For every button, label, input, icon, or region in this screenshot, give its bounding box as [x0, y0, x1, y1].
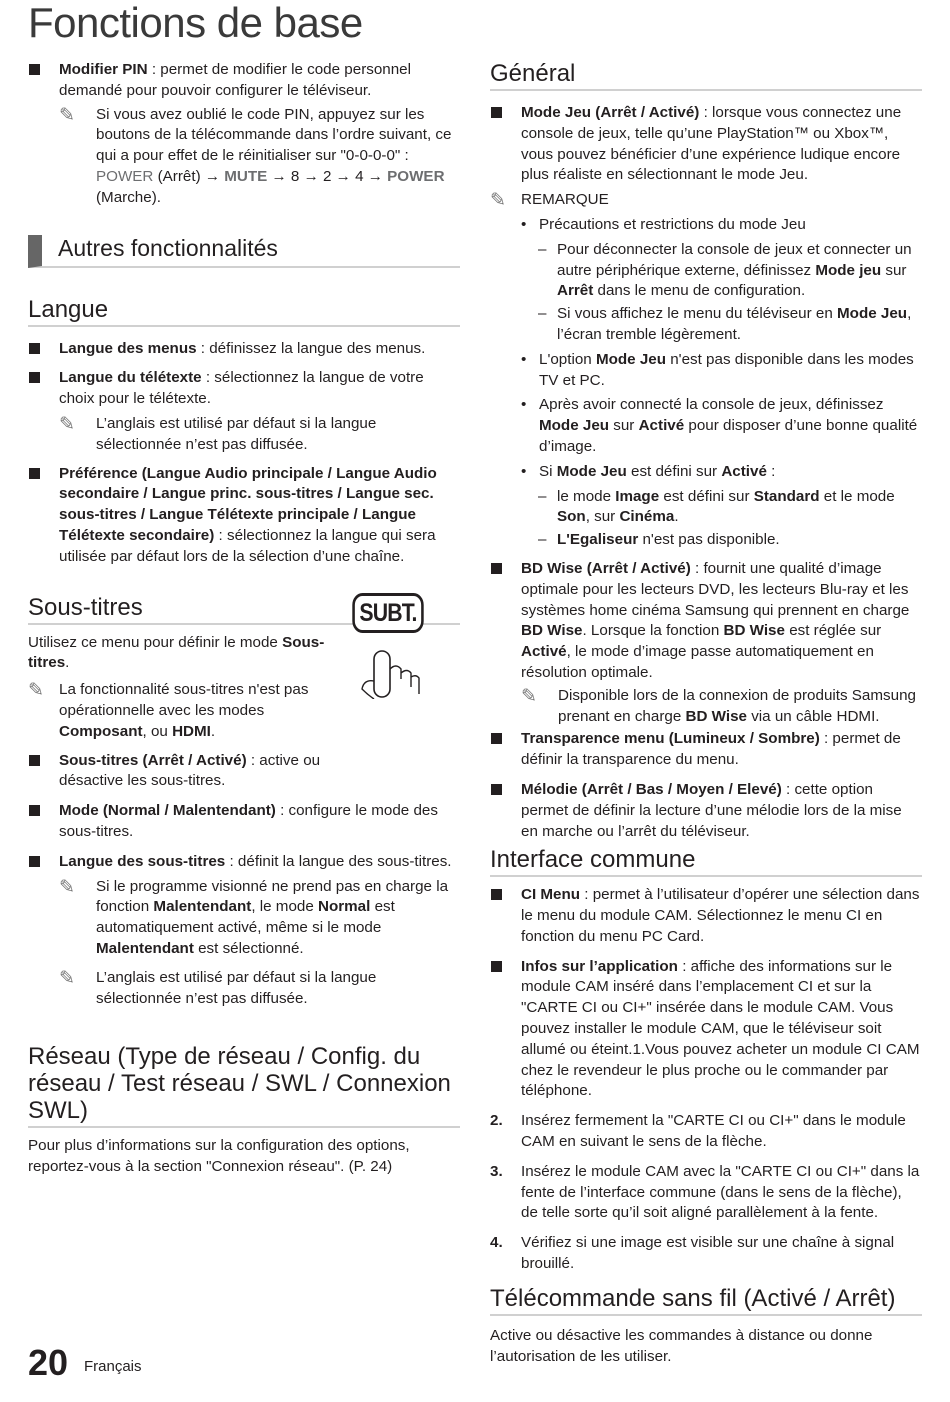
reseau-text: Pour plus d’informations sur la configuration des options, reportez-vous à la section "Connexion réseau". (P. 24)	[28, 1137, 410, 1176]
item-text: : active ou désactive les sous-titres.	[59, 751, 321, 790]
item-text: : sélectionnez la langue qui sera utilisée par défaut lors de la sélection d’une chaîne.	[59, 526, 436, 565]
note-pencil-icon: ✎	[59, 104, 75, 126]
bullet-bold: Mode Jeu	[595, 350, 666, 368]
reseau-heading: Réseau (Type de réseau / Config. du réseau / Test réseau / SWL / Connexion SWL)	[28, 1043, 460, 1128]
power-key: POWER	[96, 167, 154, 185]
dash-bold: Standard	[753, 487, 820, 505]
jeu-bullet	[490, 395, 922, 457]
step-2	[490, 1111, 922, 1153]
note-text: est sélectionné.	[193, 939, 304, 957]
transparence-item	[490, 729, 922, 771]
dash-text: dans le menu de configuration.	[593, 282, 806, 300]
infos-application-item	[490, 957, 922, 1103]
step-number: 2.	[490, 1112, 503, 1130]
note-pencil-icon: ✎	[521, 685, 537, 707]
dash-bold: Son	[557, 508, 586, 526]
note-bold: Malentendant	[153, 898, 252, 916]
page-language: Français	[84, 1358, 142, 1375]
jeu-bullet: • Précautions et restrictions du mode Jeu	[490, 215, 922, 236]
autres-heading: Autres fonctionnalités	[28, 235, 460, 268]
note-pencil-icon: ✎	[490, 190, 506, 212]
telecommande-text: Active ou désactive les commandes à distance ou donne l’autorisation de les utiliser.	[490, 1326, 873, 1365]
item-label: Langue du télétexte	[59, 369, 202, 387]
bullet-text: L'option	[539, 350, 596, 368]
soustitres-activation-item	[28, 751, 340, 793]
dash-bold: Arrêt	[557, 282, 594, 300]
note-text: L’anglais est utilisé par défaut si la langue sélectionnée n’est pas diffusée.	[96, 414, 377, 453]
page-title: Fonctions de base	[28, 0, 363, 46]
preference-item	[28, 464, 460, 568]
melodie-item	[490, 780, 922, 842]
jeu-dash	[490, 530, 922, 551]
item-label: Sous-titres (Arrêt / Activé)	[59, 751, 247, 769]
note-text: via un câble HDMI.	[746, 707, 880, 725]
soustitres-intro	[28, 633, 340, 675]
soustitres-note	[28, 680, 328, 742]
item-text: est réglée sur	[784, 622, 882, 640]
item-label: Infos sur l’application	[521, 957, 678, 975]
item-text: : définissez la langue des menus.	[196, 339, 426, 357]
step-text: Insérez le module CAM avec la "CARTE CI ou CI+" dans la fente de l’interface commune (dans le sens de la flèche), de telle sorte qu’il soit aligné parallèlement à la fente.	[521, 1162, 920, 1222]
step-text: Insérez fermement la "CARTE CI ou CI+" dans le module CAM en suivant le sens de la flèche.	[521, 1112, 906, 1151]
note-text: est automatiquement activé, même si le mode	[96, 898, 395, 937]
item-text: : permet à l’utilisateur d’opérer une sélection dans le menu du module CAM. Sélectionnez le menu CI en fonction du menu PC Card.	[521, 886, 920, 945]
note-text: , ou	[142, 722, 173, 740]
soustitres-heading: Sous-titres	[28, 594, 460, 625]
item-text: , le mode d’image passe automatiquement en résolution optimale.	[521, 643, 874, 681]
item-label: Langue des sous-titres	[59, 852, 226, 870]
item-bold: BD Wise	[723, 622, 785, 640]
dash-bold: Mode Jeu	[837, 305, 908, 323]
step-number: 4.	[490, 1234, 503, 1252]
bullet-text: :	[766, 462, 776, 480]
jeu-dash	[490, 304, 922, 346]
item-text: : affiche des informations sur le module CAM inséré dans l’emplacement CI et sur la "CARTE CI ou CI+" insérée dans le module CAM. Vous pouvez installer le module CAM, que le téléviseur soit allumé ou éteint.1.Vous pouvez acheter un module CI CAM chez le revendeur le plus proche ou le commander par téléphone.	[521, 957, 920, 1100]
subt-label: SUBT.	[359, 599, 417, 627]
dash-bold: L'Egaliseur	[557, 531, 639, 549]
bullet-text: pour disposer d’une bonne qualité d’image.	[539, 417, 918, 455]
item-label: Mélodie (Arrêt / Bas / Moyen / Elevé)	[521, 780, 782, 798]
dash-text: .	[674, 508, 679, 526]
bullet-text: Après avoir connecté la console de jeux, définissez	[539, 396, 884, 414]
note-bold: Malentendant	[96, 939, 194, 957]
dash-text: Pour déconnecter la console de jeux et connecter un autre périphérique externe, définissez	[557, 240, 912, 279]
telecommande-heading: Télécommande sans fil (Activé / Arrêt)	[490, 1285, 922, 1316]
subt-key	[352, 593, 423, 633]
mute-key: MUTE	[224, 167, 268, 185]
remarque-label	[490, 190, 922, 211]
item-label: BD Wise (Arrêt / Activé)	[521, 559, 691, 577]
note-bold: Normal	[318, 898, 371, 916]
langue-menus-item	[28, 339, 460, 360]
pin-text: : permet de modifier le code personnel demandé pour pouvoir configurer le téléviseur.	[59, 61, 412, 99]
jeu-dash	[490, 487, 922, 529]
item-text: . Lorsque la fonction	[582, 622, 724, 640]
jeu-bullet	[490, 350, 922, 392]
bullet-bold: Activé	[721, 462, 767, 480]
item-bold: Activé	[521, 643, 567, 661]
note-text: Si le programme visionné ne prend pas en charge la fonction	[96, 877, 449, 916]
note-pencil-icon: ✎	[59, 876, 75, 898]
bd-wise-item	[490, 559, 922, 684]
jeu-bullet	[490, 462, 922, 483]
item-label: Mode (Normal / Malentendant)	[59, 802, 276, 820]
dash-text: sur	[881, 261, 907, 279]
pin-note-text: Si vous avez oublié le code PIN, appuyez sur les boutons de la télécommande dans l’ordre suivant, ce qui a pour effet de le réinitialiser sur "0-0-0-0" :	[96, 105, 452, 165]
dash-bold: Image	[615, 487, 660, 505]
item-label: Transparence menu (Lumineux / Sombre)	[521, 730, 820, 748]
item-text: : configure le mode des sous-titres.	[59, 802, 438, 840]
note-pencil-icon: ✎	[59, 967, 75, 989]
bullet-text: Si	[539, 462, 557, 480]
langue-teletexte-item	[28, 368, 460, 410]
page-number: 20	[28, 1342, 69, 1383]
right-column	[490, 60, 922, 1367]
item-label: Mode Jeu (Arrêt / Activé)	[521, 104, 700, 121]
item-text: : cette option permet de définir la lecture d’une mélodie lors de la mise en marche ou l’arrêt du téléviseur.	[521, 780, 902, 840]
general-heading: Général	[490, 60, 922, 91]
note-bold: Composant	[59, 722, 143, 740]
dash-text: Si vous affichez le menu du téléviseur en	[557, 305, 838, 323]
note-text: Disponible lors de la connexion de produits Samsung prenant en charge	[558, 686, 916, 725]
note-text: , le mode	[251, 898, 319, 916]
item-text: : fournit une qualité d’image optimale pour les lecteurs DVD, les lecteurs Blu-ray et les systèmes home cinéma Samsung qui prennent en charge	[521, 559, 910, 619]
note-pencil-icon: ✎	[59, 413, 75, 435]
step-4	[490, 1233, 922, 1275]
item-text: : lorsque vous connectez une console de jeux, telle qu’une PlayStation™ ou Xbox™, vous pouvez bénéficier d’une expérience ludique encore plus réaliste en sélectionnant le mode Jeu.	[521, 104, 902, 184]
bullet-bold: Mode Jeu	[556, 462, 627, 480]
soustitres-mode-item	[28, 801, 460, 843]
seq-text: (Marche).	[96, 188, 161, 206]
dash-text: n'est pas disponible.	[638, 531, 780, 549]
pin-item	[28, 60, 460, 102]
item-label: Langue des menus	[59, 339, 197, 357]
power-key: POWER	[387, 167, 445, 185]
bullet-bold: Mode Jeu	[539, 417, 610, 435]
bd-wise-note	[521, 686, 922, 728]
bullet-bold: Activé	[638, 417, 685, 435]
soustitres-langue-item	[28, 852, 460, 873]
mode-jeu-item	[490, 103, 922, 186]
bullet-text: sur	[609, 417, 639, 435]
intro-text: Utilisez ce menu pour définir le mode	[28, 633, 283, 651]
dash-bold: Mode jeu	[815, 261, 882, 279]
dash-text: et le mode	[819, 487, 895, 505]
item-label: Préférence (Langue Audio principale / Langue Audio secondaire / Langue princ. sous-titres / Langue sec. sous-titres / Langue Télétexte principale / Langue Télétexte secondaire)	[59, 464, 437, 544]
malentendant-note	[59, 877, 460, 960]
note-text: .	[210, 722, 216, 740]
anglais-note	[59, 968, 460, 1010]
note-text: L’anglais est utilisé par défaut si la langue sélectionnée n’est pas diffusée.	[96, 968, 377, 1007]
bullet-text: est défini sur	[626, 462, 722, 480]
jeu-dash	[490, 240, 922, 302]
subt-button-illustration	[344, 589, 434, 681]
note-bold: HDMI	[172, 722, 211, 740]
step-text: Vérifiez si une image est visible sur une chaîne à signal brouillé.	[521, 1234, 895, 1273]
item-text: : sélectionnez la langue de votre choix pour le télétexte.	[59, 369, 424, 408]
item-text: : permet de définir la transparence du menu.	[521, 730, 901, 769]
interface-heading: Interface commune	[490, 846, 922, 877]
seq-digits: → 8 → 2 → 4 →	[267, 167, 388, 185]
pin-label: Modifier PIN	[59, 61, 148, 78]
dash-text: , sur	[585, 508, 620, 526]
item-text: : définit la langue des sous-titres.	[225, 852, 452, 870]
dash-bold: Cinéma	[619, 508, 675, 526]
note-bold: BD Wise	[685, 707, 747, 725]
dash-text: , l’écran tremble légèrement.	[557, 305, 912, 343]
bullet-text: n'est pas disponible dans les modes TV et PC.	[539, 350, 914, 389]
pin-note	[59, 105, 460, 209]
step-number: 3.	[490, 1162, 503, 1180]
teletexte-note	[59, 414, 460, 456]
remarque-text: REMARQUE	[521, 191, 609, 209]
dash-text: est défini sur	[659, 487, 754, 505]
dash-text: le mode	[557, 487, 616, 505]
item-bold: BD Wise	[521, 622, 583, 640]
note-text: La fonctionnalité sous-titres n'est pas opérationnelle avec les modes	[59, 681, 309, 719]
intro-end: .	[65, 654, 70, 672]
langue-heading: Langue	[28, 296, 460, 327]
step-3	[490, 1162, 922, 1224]
note-pencil-icon: ✎	[28, 680, 44, 702]
ci-menu-item	[490, 885, 922, 947]
intro-bold: Sous-titres	[28, 633, 325, 672]
item-label: CI Menu	[521, 886, 581, 904]
seq-text: (Arrêt) →	[153, 167, 225, 185]
